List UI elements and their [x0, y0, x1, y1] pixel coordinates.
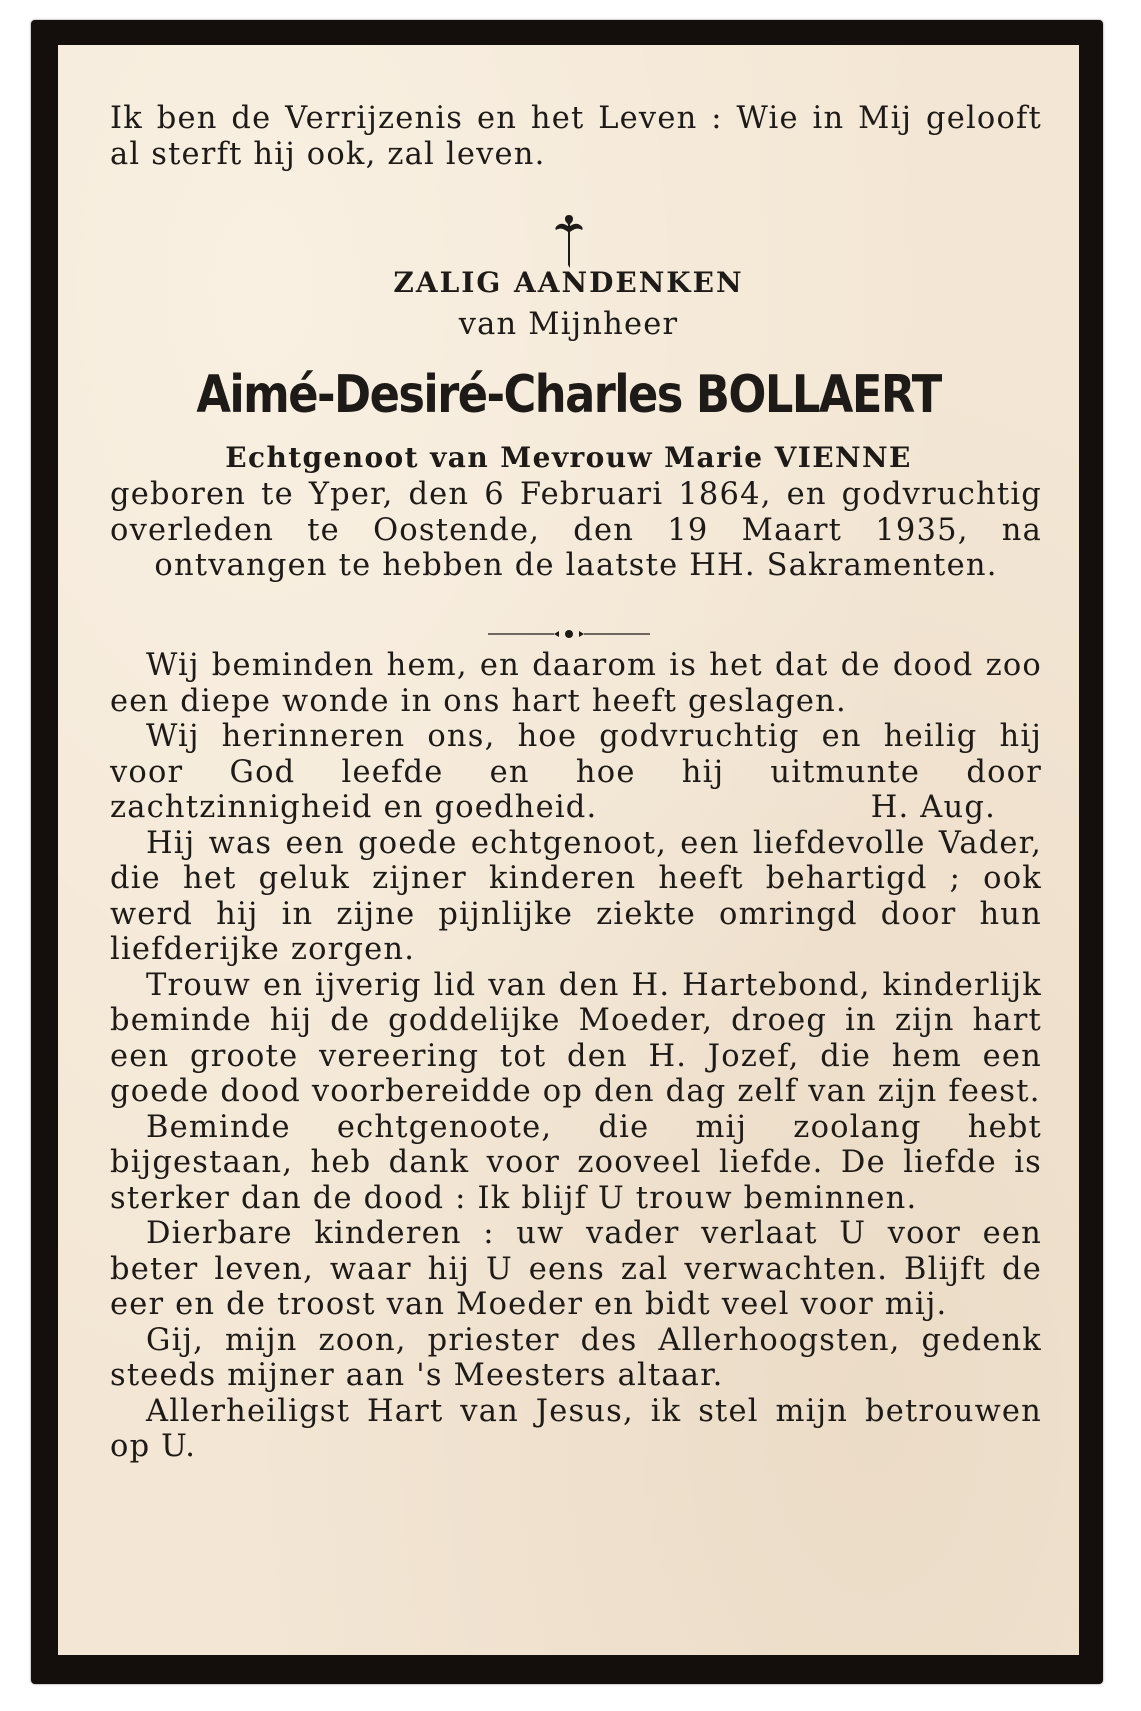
paragraph-3: Hij was een goede echtgenoot, een liefdevolle Vader, die het geluk zijner kinderen heeft behartigd ; ook werd hij in zijne pijnlijke ziekte omringd door hun liefderijke zorgen. [110, 825, 1042, 967]
memorial-text [110, 648, 1042, 1465]
paragraph-2-ending [110, 790, 1042, 826]
cross-icon-svg [549, 213, 589, 269]
attribution: H. Aug. [870, 790, 996, 825]
paragraph-4: Trouw en ijverig lid van den H. Hartebond, kinderlijk beminde hij de goddelijke Moeder, droeg in zijn hart een groote vereering tot den H. Jozef, die hem een goede dood voorbereidde op den dag zelf van zijn feest. [110, 967, 1042, 1109]
birth-death-text: geboren te Yper, den 6 Februari 1864, en godvruchtig overleden te Oostende, den 19 Maart 1935, na ontvangen te hebben de laatste HH. Sakramenten. [110, 477, 1042, 583]
paragraph-7: Gij, mijn zoon, priester des Allerhoogsten, gedenk steeds mijner aan 's Meesters altaar. [110, 1322, 1042, 1393]
card-paper [58, 45, 1079, 1655]
birth-death-details [110, 477, 1042, 584]
memorial-subheading: van Mijnheer [458, 307, 679, 342]
paragraph-5: Beminde echtgenoote, die mij zoolang hebt bijgestaan, heb dank voor zooveel liefde. De liefde is sterker dan de dood : Ik blijf U trouw beminnen. [110, 1109, 1042, 1216]
paragraph-6: Dierbare kinderen : uw vader verlaat U voor een beter leven, waar hij U eens zal verwachten. Blijft de eer en de troost van Moeder en bidt veel voor mij. [110, 1216, 1042, 1322]
mourning-card [31, 20, 1103, 1684]
paragraph-8: Allerheiligst Hart van Jesus, ik stel mijn betrouwen op U. [110, 1393, 1042, 1464]
spouse-line: Echtgenoot van Mevrouw Marie VIENNE [225, 441, 912, 474]
deceased-name: Aimé-Desiré-Charles BOLLAERT [196, 365, 941, 425]
bible-quote: Ik ben de Verrijzenis en het Leven : Wie in Mij gelooft al sterft hij ook, zal leven. [110, 101, 1042, 172]
ornamental-divider-icon [488, 629, 650, 639]
paragraph-2-end-text: zachtzinnigheid en goedheid. [110, 790, 598, 825]
paragraph-2: Wij herinneren ons, hoe godvruchtig en heilig hij voor God leefde en hoe hij uitmunte door [110, 719, 1042, 790]
memorial-heading: ZALIG AANDENKEN [393, 266, 744, 299]
paragraph-1: Wij beminden hem, en daarom is het dat de dood zoo een diepe wonde in ons hart heeft geslagen. [110, 648, 1042, 719]
